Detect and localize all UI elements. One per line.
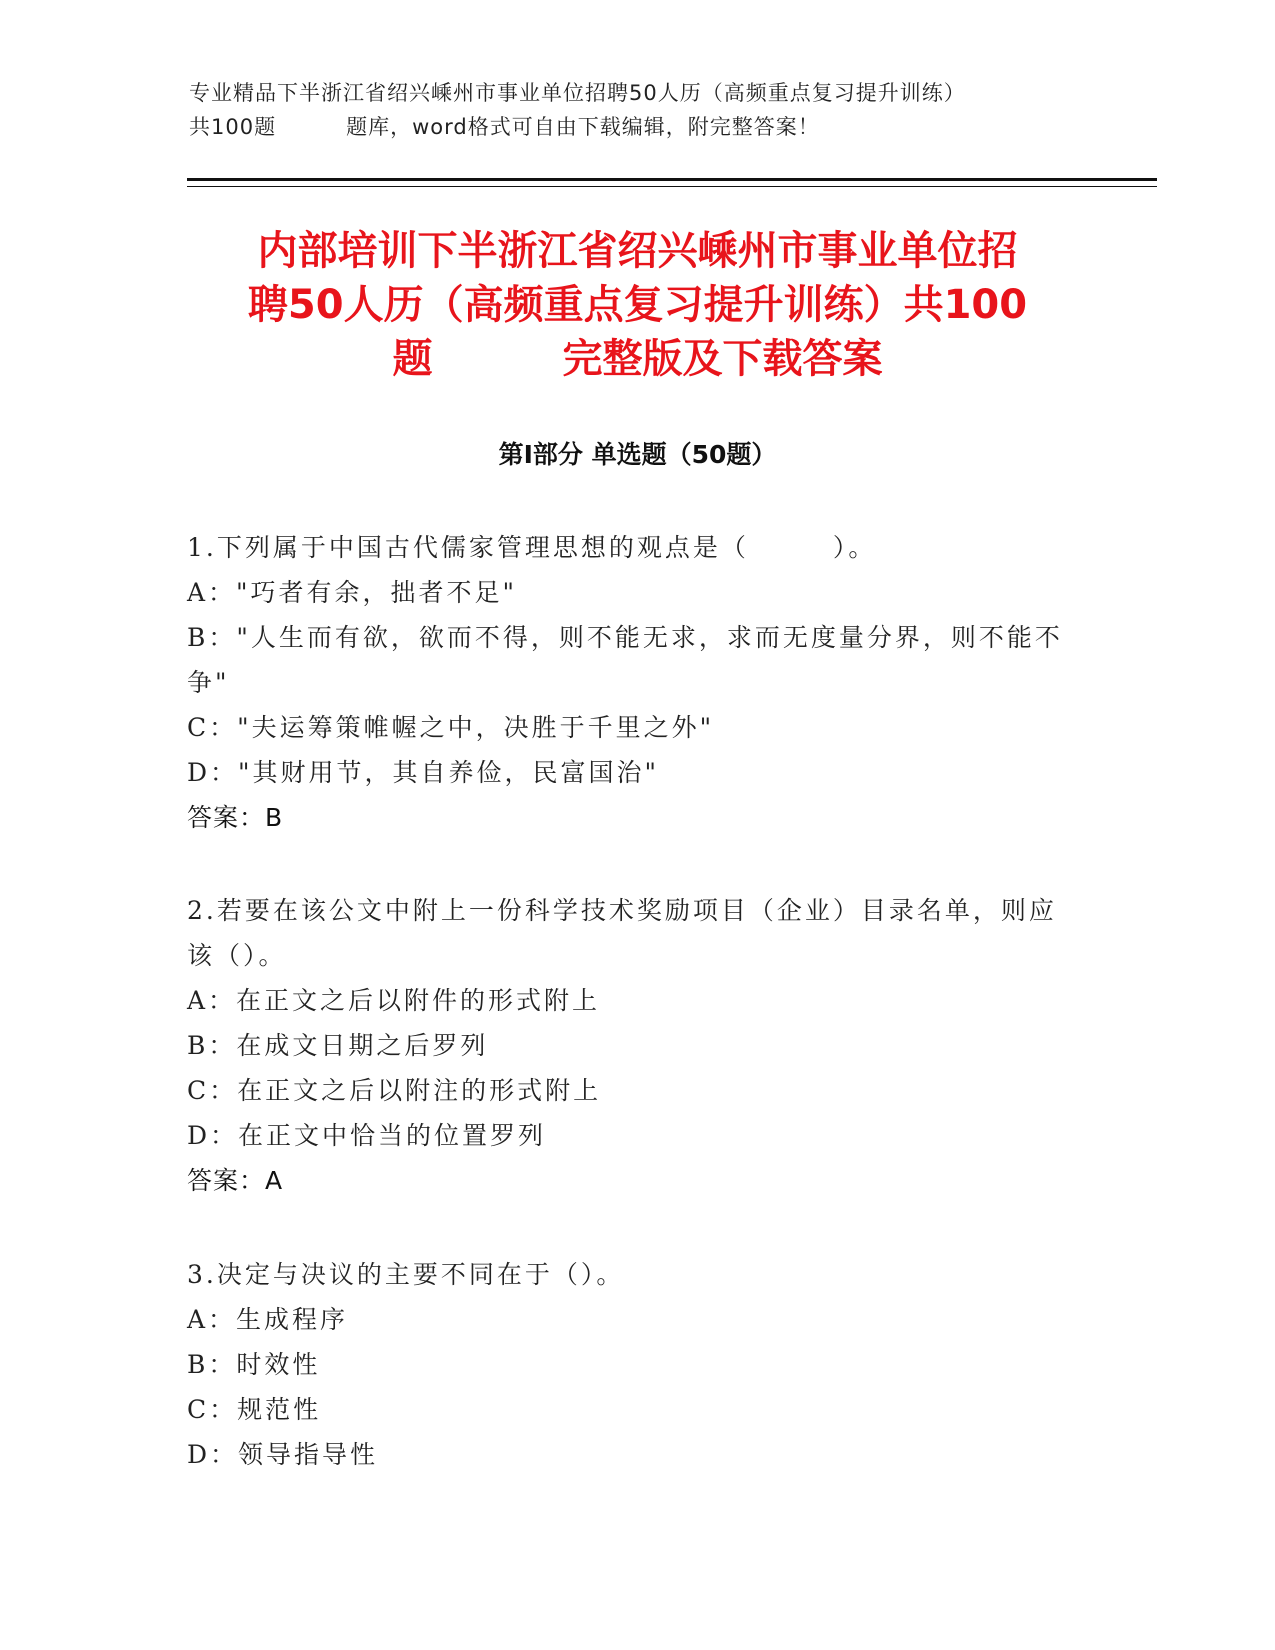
question-2 xyxy=(187,888,1067,1203)
answer-line: 答案：B xyxy=(187,803,284,832)
option-a: A：生成程序 xyxy=(187,1305,349,1334)
option-b: B：时效性 xyxy=(187,1350,321,1379)
header-description: 题库，word格式可自由下载编辑，附完整答案！ xyxy=(346,115,820,139)
option-c: C：在正文之后以附注的形式附上 xyxy=(187,1076,602,1105)
question-stem: 1.下列属于中国古代儒家管理思想的观点是（ ）。 xyxy=(187,533,877,562)
question-1 xyxy=(187,525,1067,840)
title-line-1: 内部培训下半浙江省绍兴嵊州市事业单位招 xyxy=(257,228,1018,274)
question-stem: 2.若要在该公文中附上一份科学技术奖励项目（企业）目录名单，则应该（）。 xyxy=(187,896,1057,970)
header-line-2 xyxy=(189,110,1089,144)
option-b: B："人生而有欲，欲而不得，则不能无求，求而无度量分界，则不能不争" xyxy=(187,623,1063,697)
option-d: D：领导指导性 xyxy=(187,1440,379,1469)
header-divider-thick xyxy=(187,178,1157,181)
option-a: A："巧者有余，拙者不足" xyxy=(187,578,518,607)
question-stem: 3.决定与决议的主要不同在于（）。 xyxy=(187,1260,625,1289)
question-3 xyxy=(187,1252,1067,1477)
document-title xyxy=(170,224,1105,386)
option-d: D：在正文中恰当的位置罗列 xyxy=(187,1121,547,1150)
option-c: C：规范性 xyxy=(187,1395,322,1424)
header-line-1: 专业精品下半浙江省绍兴嵊州市事业单位招聘50人历（高频重点复习提升训练） xyxy=(189,81,966,105)
option-d: D："其财用节，其自养俭，民富国治" xyxy=(187,758,660,787)
answer-line: 答案：A xyxy=(187,1166,284,1195)
page-header xyxy=(189,76,1089,144)
header-question-count: 共100题 xyxy=(189,115,277,139)
option-a: A：在正文之后以附件的形式附上 xyxy=(187,986,601,1015)
title-line-3: 题 完整版及下载答案 xyxy=(392,336,883,382)
title-line-2: 聘50人历（高频重点复习提升训练）共100 xyxy=(247,282,1028,328)
option-b: B：在成文日期之后罗列 xyxy=(187,1031,489,1060)
header-divider-thin xyxy=(187,186,1157,187)
option-c: C："夫运筹策帷幄之中，决胜于千里之外" xyxy=(187,713,715,742)
section-heading: 第Ⅰ部分 单选题（50题） xyxy=(498,440,777,469)
